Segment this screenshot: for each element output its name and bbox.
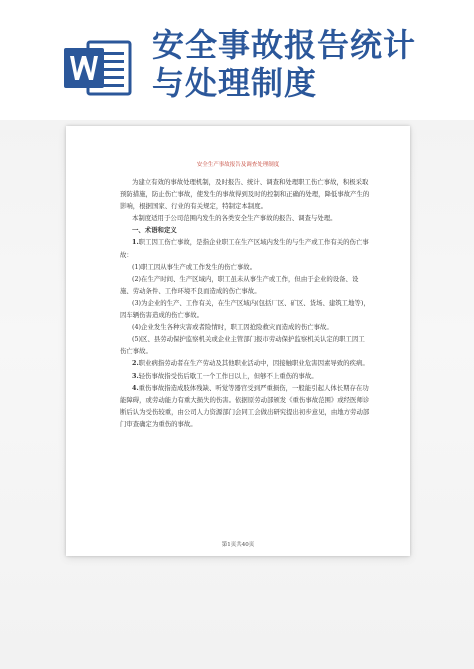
page-title xyxy=(152,26,462,102)
word-icon xyxy=(62,38,134,98)
header xyxy=(0,0,474,120)
item-text: 轻伤事故指受伤后歇工一个工作日以上，但够不上重伤的事故。 xyxy=(138,371,318,380)
intro-paragraph-1: 为建立有效的事故处理机制，及时报告、统计、调查和处理职工伤亡事故，积极采取预防措施，防止伤亡事故，使发生的事故得到及时的控制和正确的处理，降低事故产生的影响，根据国家、行业的有关规定，特制定本制度。 xyxy=(120,178,370,211)
item-number: 1. xyxy=(132,238,139,247)
list-item: (1)职工因从事生产或工作发生的伤亡事故。 xyxy=(132,262,257,271)
list-item: (5)区、县劳动保护监察机关或企业主管部门报市劳动保护监察机关认定的职工因工伤亡事故。 xyxy=(120,335,365,356)
list-item: (2)在生产时间、生产区域内，职工虽未从事生产或工作，但由于企业的设备、设施、劳动条件、工作环境不良而造成的伤亡事故。 xyxy=(120,274,359,295)
list-item: (3)为企业的生产、工作有关，在生产区域内(包括厂区、矿区、货场、建筑工地等)，因车辆伤害造成的伤亡事故。 xyxy=(120,298,370,320)
intro-paragraph-2: 本制度适用于公司范围内发生的各类安全生产事故的报告、调查与处理。 xyxy=(132,214,337,223)
list-item xyxy=(120,382,370,430)
title-line-2: 与处理制度 xyxy=(152,64,318,102)
list-item xyxy=(120,357,370,369)
item-text: 职业病指劳动者在生产劳动及其他职业活动中，因接触职业危害因素导致的疾病。 xyxy=(138,359,369,368)
item-number: 4. xyxy=(132,383,139,392)
title-line-1: 安全事故报告统计 xyxy=(152,26,417,64)
page-number: 第1页共40页 xyxy=(221,542,255,548)
list-item xyxy=(120,236,370,260)
document-page xyxy=(66,126,410,556)
list-item xyxy=(120,370,370,382)
item-number: 2. xyxy=(132,359,139,368)
item-text: 重伤事故指造成肢体残缺、听觉等器官受到严重损伤，一般能引起人体长期存在功能障碍，或劳动能力有重大损失的伤害。依据原劳动部颁发《重伤事故范围》或经医师诊断后认为受伤较重，由公司人力资源部门会同工会做出研究提出初步意见，由地方劳动部门审查确定为重伤的事故。 xyxy=(120,383,370,428)
list-item: (4)企业发生各种灾害或者险情时，职工因抢险救灾而造成的伤亡事故。 xyxy=(132,323,333,332)
document-heading: 安全生产事故报告及调查处理制度 xyxy=(196,162,280,168)
item-text: 职工因工伤亡事故，是指企业职工在生产区域内发生的与生产或工作有关的伤亡事故： xyxy=(120,238,369,259)
item-number: 3. xyxy=(132,371,139,380)
document-body xyxy=(120,176,370,430)
section-heading: 一、术语和定义 xyxy=(132,226,177,235)
